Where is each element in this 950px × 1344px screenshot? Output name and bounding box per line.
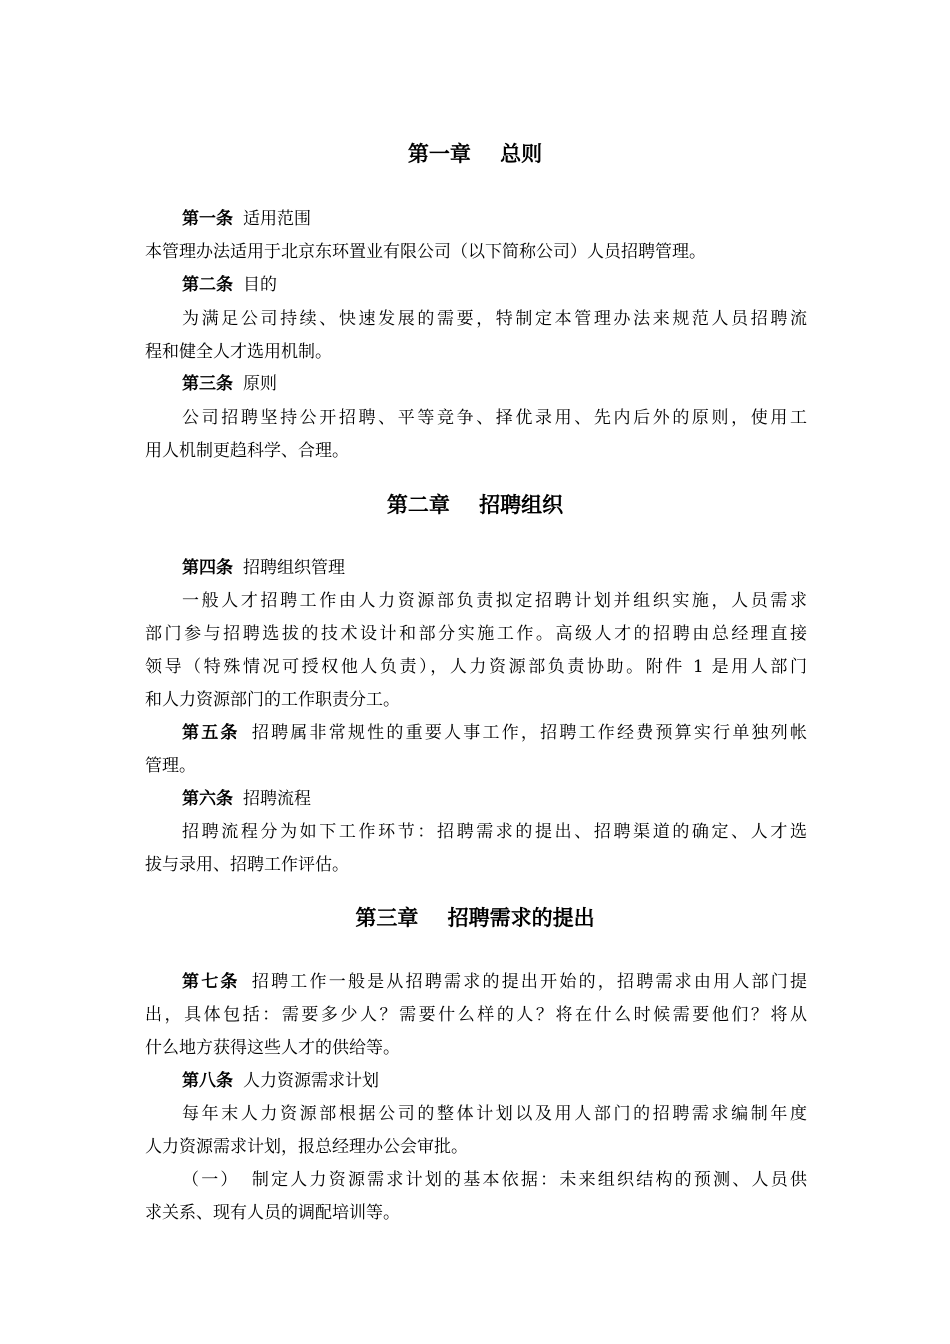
article-title: 目的	[243, 275, 277, 295]
paragraph-line: 什么地方获得这些人才的供给等。	[145, 1038, 400, 1058]
article-label: 第八条	[182, 1071, 233, 1091]
paragraph-line: 每年末人力资源部根据公司的整体计划以及用人部门的招聘需求编制年度	[182, 1104, 807, 1124]
article-label: 第二条	[182, 275, 233, 295]
chapter-3-title: 第三章 招聘需求的提出	[355, 906, 595, 930]
chapter-2-title: 第二章 招聘组织	[386, 493, 564, 517]
article-label: 第七条	[182, 972, 240, 992]
article-label: 第六条	[182, 789, 233, 809]
article-2-heading	[182, 273, 807, 297]
article-title: 人力资源需求计划	[243, 1071, 379, 1091]
article-label: 第四条	[182, 558, 233, 578]
article-5-line	[182, 721, 807, 745]
paragraph-line: 求关系、现有人员的调配培训等。	[145, 1203, 400, 1223]
article-4-heading	[182, 556, 807, 580]
article-8-heading	[182, 1069, 807, 1093]
article-text: 招聘属非常规性的重要人事工作，招聘工作经费预算实行单独列帐	[249, 723, 807, 743]
paragraph-line: 程和健全人才选用机制。	[145, 342, 332, 362]
paragraph-line: 出，具体包括：需要多少人？需要什么样的人？将在什么时候需要他们？将从	[145, 1005, 807, 1025]
paragraph-line: 拔与录用、招聘工作评估。	[145, 855, 349, 875]
chapter-1-title: 第一章 总则	[407, 142, 543, 166]
paragraph-line: 部门参与招聘选拔的技术设计和部分实施工作。高级人才的招聘由总经理直接	[145, 624, 807, 644]
paragraph-line: 和人力资源部门的工作职责分工。	[145, 690, 400, 710]
article-title: 招聘组织管理	[243, 558, 345, 578]
item-text: 制定人力资源需求计划的基本依据：未来组织结构的预测、人员供	[249, 1170, 807, 1190]
paragraph-line: 管理。	[145, 756, 196, 776]
article-1-heading	[182, 207, 807, 231]
article-3-heading	[182, 372, 807, 396]
item-1-line	[182, 1168, 807, 1192]
article-label: 第一条	[182, 209, 233, 229]
paragraph-line: 公司招聘坚持公开招聘、平等竞争、择优录用、先内后外的原则，使用工	[182, 408, 807, 428]
article-text: 招聘工作一般是从招聘需求的提出开始的，招聘需求由用人部门提	[249, 972, 807, 992]
article-label: 第三条	[182, 374, 233, 394]
paragraph-line: 招聘流程分为如下工作环节：招聘需求的提出、招聘渠道的确定、人才选	[182, 822, 807, 842]
article-title: 原则	[243, 374, 277, 394]
paragraph-line: 领导（特殊情况可授权他人负责），人力资源部负责协助。附件 1 是用人部门	[145, 657, 807, 677]
article-label: 第五条	[182, 723, 240, 743]
paragraph-line: 一般人才招聘工作由人力资源部负责拟定招聘计划并组织实施，人员需求	[182, 591, 807, 611]
paragraph-line: 本管理办法适用于北京东环置业有限公司（以下简称公司）人员招聘管理。	[145, 242, 706, 262]
paragraph-line: 用人机制更趋科学、合理。	[145, 441, 349, 461]
item-marker: （一）	[182, 1170, 240, 1190]
article-6-heading	[182, 787, 807, 811]
paragraph-line: 人力资源需求计划，报总经理办公会审批。	[145, 1137, 468, 1157]
article-title: 适用范围	[243, 209, 311, 229]
article-7-line	[182, 970, 807, 994]
paragraph-line: 为满足公司持续、快速发展的需要，特制定本管理办法来规范人员招聘流	[182, 309, 807, 329]
article-title: 招聘流程	[243, 789, 311, 809]
